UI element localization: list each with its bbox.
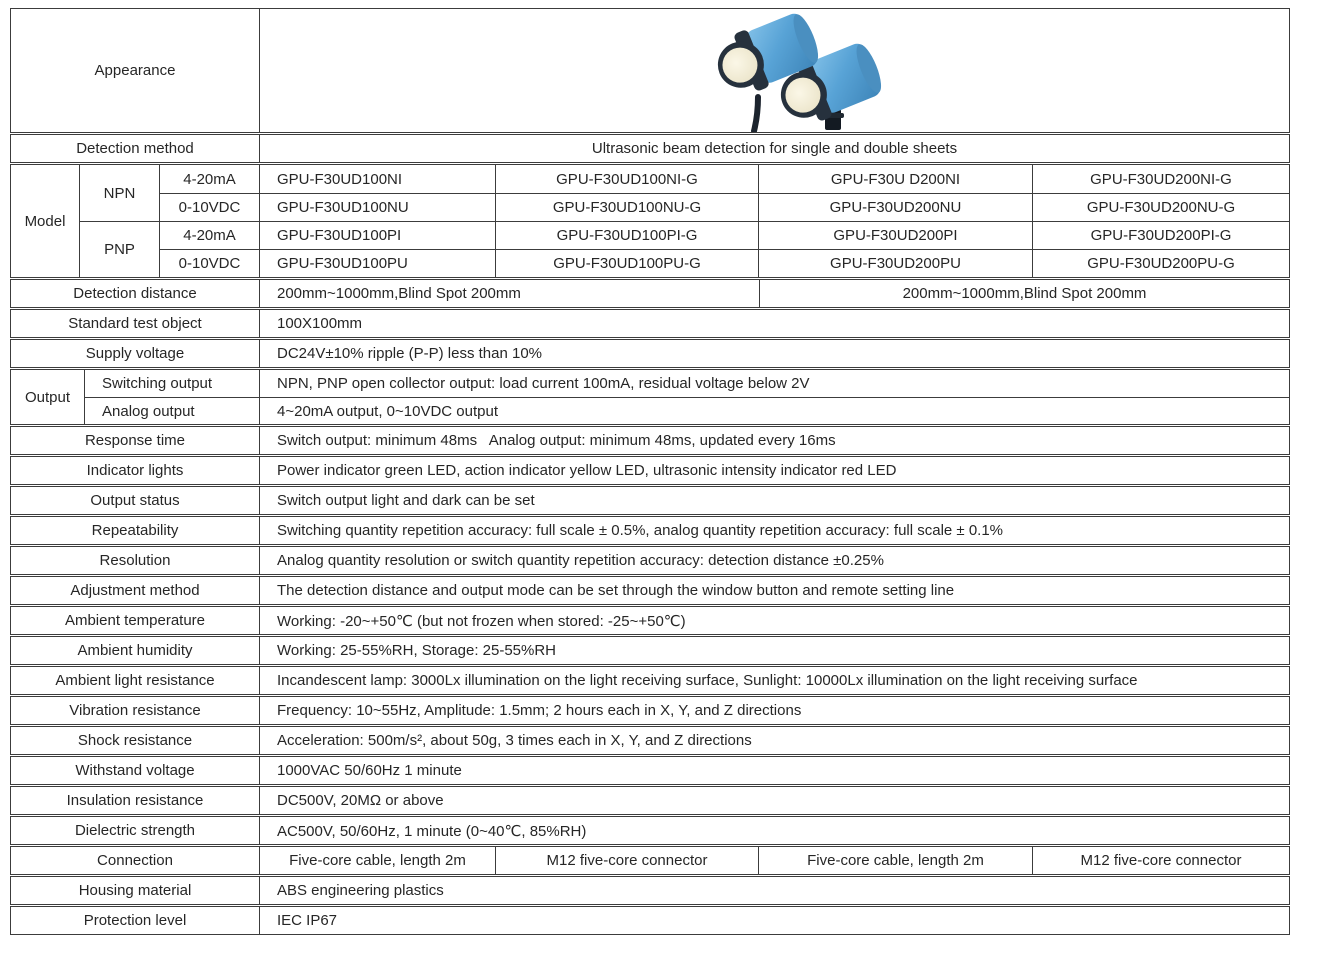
row-label: Detection distance bbox=[73, 285, 197, 302]
row-label: Dielectric strength bbox=[74, 822, 196, 839]
pnp-label: PNP bbox=[79, 221, 159, 277]
model-number: GPU-F30UD200PI-G bbox=[1032, 221, 1289, 249]
row-label: Resolution bbox=[99, 552, 171, 569]
model-number: GPU-F30UD100PU bbox=[259, 249, 495, 277]
spec-row bbox=[10, 606, 1290, 635]
row-value: Acceleration: 500m/s², about 50g, 3 times each in X, Y, and Z directions bbox=[259, 727, 1289, 754]
model-number: GPU-F30UD200PI bbox=[758, 221, 1032, 249]
model-number: GPU-F30UD100NI-G bbox=[495, 165, 758, 193]
spec-row bbox=[10, 666, 1290, 695]
row-value: Working: -20~+50℃ (but not frozen when stored: -25~+50℃) bbox=[259, 607, 1289, 634]
row-label: Supply voltage bbox=[85, 345, 185, 362]
row-value: Switch output: minimum 48ms Analog output: minimum 48ms, updated every 16ms bbox=[259, 427, 1289, 454]
model-number: GPU-F30UD100PI-G bbox=[495, 221, 758, 249]
row-label: Detection method bbox=[76, 140, 194, 157]
output-type-label: 0-10VDC bbox=[159, 193, 259, 221]
row-value: DC24V±10% ripple (P-P) less than 10% bbox=[259, 340, 1289, 367]
row-value: IEC IP67 bbox=[259, 907, 1289, 934]
spec-row bbox=[10, 576, 1290, 605]
appearance-label: Appearance bbox=[94, 62, 176, 79]
row-value: Analog quantity resolution or switch quantity repetition accuracy: detection distance ±0.25% bbox=[259, 547, 1289, 574]
spec-row bbox=[10, 339, 1290, 368]
spec-row bbox=[10, 636, 1290, 665]
model-number: GPU-F30UD200NU-G bbox=[1032, 193, 1289, 221]
connection-option: M12 five-core connector bbox=[1032, 847, 1289, 874]
spec-row bbox=[10, 906, 1290, 935]
detection-distance-right: 200mm~1000mm,Blind Spot 200mm bbox=[759, 280, 1289, 307]
spec-row bbox=[10, 876, 1290, 905]
connection-row bbox=[10, 846, 1290, 875]
output-type-label: 4-20mA bbox=[159, 165, 259, 193]
row-value: Power indicator green LED, action indicator yellow LED, ultrasonic intensity indicator red LED bbox=[259, 457, 1289, 484]
row-value: The detection distance and output mode can be set through the window button and remote setting line bbox=[259, 577, 1289, 604]
row-label: Withstand voltage bbox=[75, 762, 195, 779]
model-number: GPU-F30UD100PU-G bbox=[495, 249, 758, 277]
row-value: 4~20mA output, 0~10VDC output bbox=[259, 397, 1289, 424]
row-value: Ultrasonic beam detection for single and double sheets bbox=[259, 135, 1289, 162]
row-label: Protection level bbox=[83, 912, 187, 929]
model-number: GPU-F30UD100PI bbox=[259, 221, 495, 249]
row-label: Shock resistance bbox=[77, 732, 193, 749]
row-label: Insulation resistance bbox=[66, 792, 204, 809]
row-label: Ambient temperature bbox=[64, 612, 206, 629]
appearance-row bbox=[10, 8, 1290, 133]
connection-option: M12 five-core connector bbox=[495, 847, 758, 874]
row-value: 100X100mm bbox=[259, 310, 1289, 337]
model-label: Model bbox=[24, 212, 66, 230]
model-number: GPU-F30UD200NI-G bbox=[1032, 165, 1289, 193]
row-label: Adjustment method bbox=[70, 582, 200, 599]
spec-row bbox=[10, 309, 1290, 338]
model-number: GPU-F30UD200NU bbox=[758, 193, 1032, 221]
row-label: Response time bbox=[84, 432, 186, 449]
output-type-label: 4-20mA bbox=[159, 221, 259, 249]
row-label: Switching output bbox=[84, 370, 259, 397]
spec-row bbox=[10, 546, 1290, 575]
spec-row bbox=[10, 486, 1290, 515]
detection-distance-row bbox=[10, 279, 1290, 308]
row-value: Incandescent lamp: 3000Lx illumination on the light receiving surface, Sunlight: 10000Lx illumination on the light receiving surface bbox=[259, 667, 1289, 694]
row-label: Connection bbox=[97, 852, 173, 869]
row-value: Frequency: 10~55Hz, Amplitude: 1.5mm; 2 hours each in X, Y, and Z directions bbox=[259, 697, 1289, 724]
row-value: ABS engineering plastics bbox=[259, 877, 1289, 904]
row-label: Vibration resistance bbox=[69, 702, 201, 719]
detection-distance-left: 200mm~1000mm,Blind Spot 200mm bbox=[259, 280, 759, 307]
spec-row bbox=[10, 426, 1290, 455]
ultrasonic-sensors-photo bbox=[688, 9, 918, 132]
output-group bbox=[10, 369, 1290, 425]
row-label: Indicator lights bbox=[86, 462, 184, 479]
model-number: GPU-F30UD100NI bbox=[259, 165, 495, 193]
row-value: NPN, PNP open collector output: load current 100mA, residual voltage below 2V bbox=[259, 370, 1289, 397]
row-label: Analog output bbox=[84, 397, 259, 424]
output-type-label: 0-10VDC bbox=[159, 249, 259, 277]
spec-row bbox=[10, 696, 1290, 725]
spec-row bbox=[10, 726, 1290, 755]
model-matrix bbox=[10, 164, 1290, 278]
row-value: DC500V, 20MΩ or above bbox=[259, 787, 1289, 814]
spec-table bbox=[10, 8, 1290, 935]
spec-row bbox=[10, 456, 1290, 485]
npn-label: NPN bbox=[79, 165, 159, 221]
row-value: AC500V, 50/60Hz, 1 minute (0~40℃, 85%RH) bbox=[259, 817, 1289, 844]
model-number: GPU-F30UD100NU-G bbox=[495, 193, 758, 221]
connection-option: Five-core cable, length 2m bbox=[758, 847, 1032, 874]
spec-row bbox=[10, 756, 1290, 785]
row-value: Switch output light and dark can be set bbox=[259, 487, 1289, 514]
model-number: GPU-F30UD200PU bbox=[758, 249, 1032, 277]
row-value: 1000VAC 50/60Hz 1 minute bbox=[259, 757, 1289, 784]
model-number: GPU-F30U D200NI bbox=[758, 165, 1032, 193]
row-label: Standard test object bbox=[68, 315, 202, 332]
row-label: Ambient light resistance bbox=[55, 672, 215, 689]
model-number: GPU-F30UD100NU bbox=[259, 193, 495, 221]
row-label: Output status bbox=[90, 492, 180, 509]
spec-row bbox=[10, 786, 1290, 815]
row-label: Housing material bbox=[78, 882, 192, 899]
connection-option: Five-core cable, length 2m bbox=[259, 847, 495, 874]
detection-method-row bbox=[10, 134, 1290, 163]
row-label: Repeatability bbox=[91, 522, 179, 539]
spec-row bbox=[10, 516, 1290, 545]
spec-row bbox=[10, 816, 1290, 845]
row-value: Working: 25-55%RH, Storage: 25-55%RH bbox=[259, 637, 1289, 664]
output-label: Output bbox=[24, 388, 71, 406]
appearance-image-cell bbox=[259, 9, 1289, 132]
row-value: Switching quantity repetition accuracy: full scale ± 0.5%, analog quantity repetition accuracy: full scale ± 0.1% bbox=[259, 517, 1289, 544]
model-number: GPU-F30UD200PU-G bbox=[1032, 249, 1289, 277]
row-label: Ambient humidity bbox=[77, 642, 193, 659]
